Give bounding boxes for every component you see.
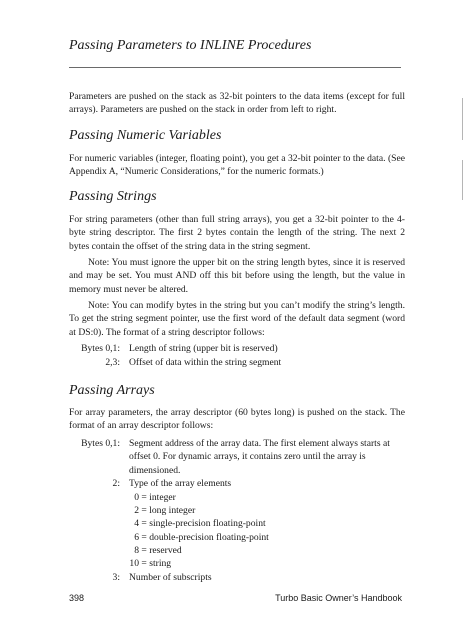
type-code-item: 0 = integer: [134, 492, 176, 503]
array-type-codes: [129, 491, 269, 570]
type-code-item: 6 = double-precision floating-point: [134, 531, 269, 543]
descriptor-bytes-text: Length of string (upper bit is reserved): [129, 343, 278, 354]
descriptor-bytes-label: Bytes 0,1:: [81, 343, 120, 354]
heading-passing-arrays: Passing Arrays: [69, 383, 155, 398]
array-bytes-text: Type of the array elements: [129, 478, 232, 489]
array-bytes-label: 3:: [112, 572, 120, 583]
type-code-item: 8 = reserved: [134, 544, 182, 556]
heading-inline-procedures: Passing Parameters to INLINE Procedures: [69, 38, 312, 53]
paragraph-numeric-variables: For numeric variables (integer, floating point), you get a 32-bit pointer to the data. (See Appendix A, “Numeric Considerations,” for the numeric formats.): [69, 153, 405, 178]
array-bytes-label: Bytes 0,1:: [81, 438, 120, 449]
paragraph-note-upper-bit: Note: You must ignore the upper bit on the string length bytes, since it is reserved and may be set. You must AND off this bit before using the length, but the value in memory must never be altered.: [69, 257, 405, 295]
descriptor-bytes-text: Offset of data within the string segment: [129, 357, 282, 368]
page-number: 398: [69, 593, 85, 603]
paragraph-string-parameters: For string parameters (other than full string arrays), you get a 32-bit pointer to the 4-byte string descriptor. The first 2 bytes contain the length of the string. The next 2 bytes contain the offset of the string data in the string segment.: [69, 214, 405, 252]
type-code-item: 10 = string: [129, 558, 172, 570]
type-code-item: 2 = long integer: [134, 505, 196, 517]
page-edge-mark: [462, 160, 463, 200]
heading-rule: [69, 67, 401, 68]
type-code-item: 4 = single-precision floating-point: [134, 518, 266, 530]
paragraph-array-parameters: For array parameters, the array descriptor (60 bytes long) is pushed on the stack. The format of an array descriptor follows:: [69, 407, 405, 432]
descriptor-bytes-label: 2,3:: [105, 357, 120, 368]
page-edge-mark: [462, 98, 463, 140]
heading-numeric-variables: Passing Numeric Variables: [69, 128, 222, 143]
array-bytes-text: Number of subscripts: [129, 572, 212, 583]
array-bytes-label: 2:: [112, 478, 120, 489]
book-title: Turbo Basic Owner’s Handbook: [275, 593, 402, 603]
paragraph-inline-parameters: Parameters are pushed on the stack as 32-bit pointers to the data items (except for full arrays). Parameters are pushed on the stack in order from left to right.: [69, 91, 405, 116]
heading-passing-strings: Passing Strings: [69, 189, 157, 204]
array-bytes-text: Segment address of the array data. The first element always starts at offset 0. For dynamic arrays, it contains zero until the array is dimensioned.: [129, 438, 390, 476]
paragraph-note-modify-bytes: Note: You can modify bytes in the string but you can’t modify the string’s length. To get the string segment pointer, use the first word of the default data segment (word at DS:0). The format of a string descriptor follows:: [69, 300, 405, 338]
